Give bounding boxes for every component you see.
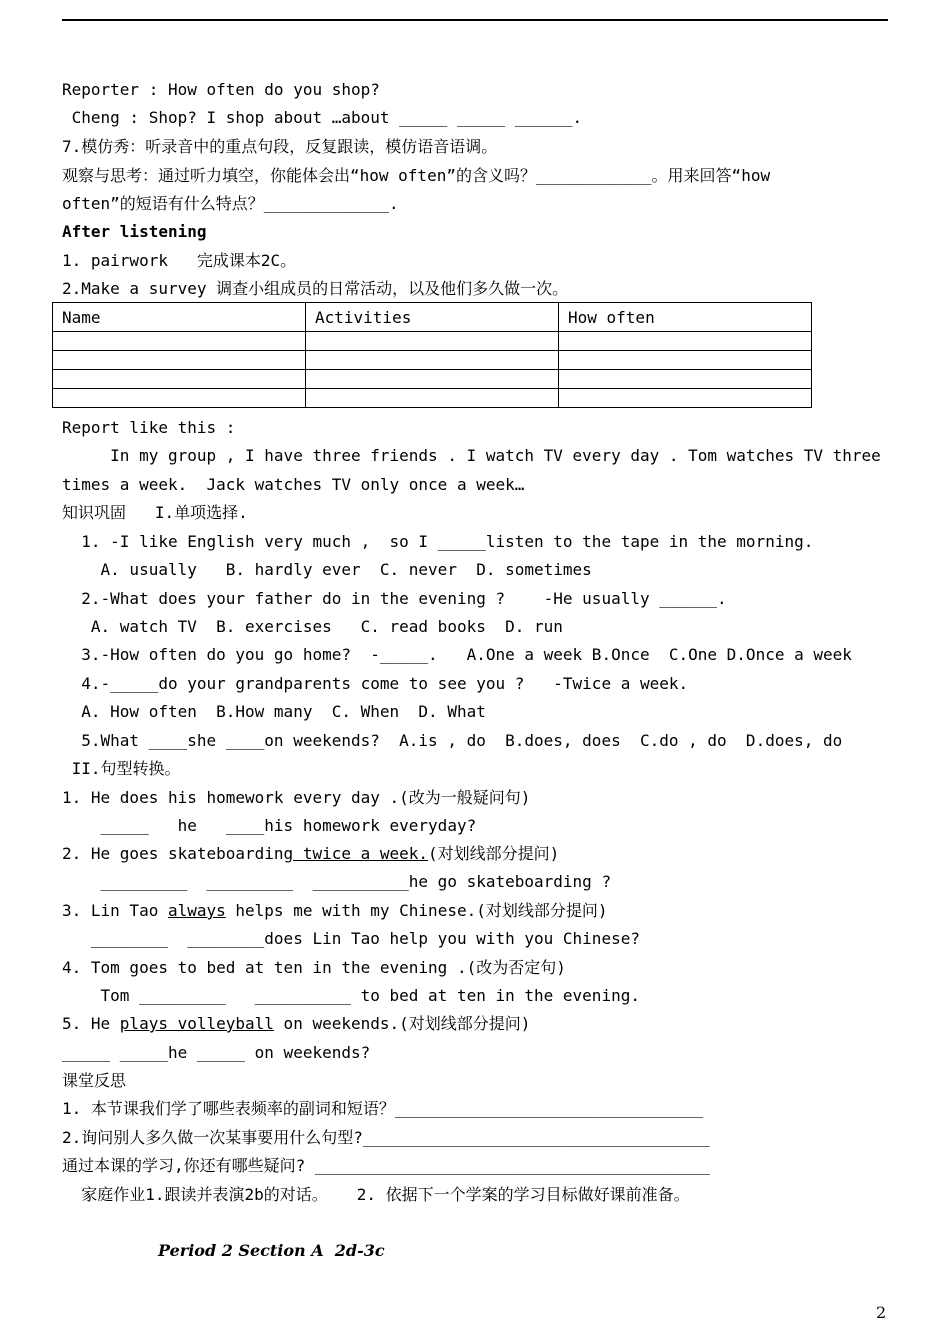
- transform-4: 4. Tom goes to bed at ten in the evening .(改为否定句): [62, 958, 566, 977]
- table-cell: [53, 370, 306, 389]
- table-cell: [53, 332, 306, 351]
- transform-1: 1. He does his homework every day .(改为一般疑问句): [62, 788, 531, 807]
- underlined-phrase: always: [167, 901, 226, 920]
- page-number: 2: [876, 1303, 887, 1322]
- reflection-question-2: 2.询问别人多久做一次某事要用什么句型?____________________________________: [62, 1128, 710, 1147]
- survey-task: 2.Make a survey 调查小组成员的日常活动，以及他们多久做一次。: [62, 279, 569, 298]
- table-cell: [53, 351, 306, 370]
- transform-2: [62, 844, 559, 864]
- reflection-question-3: 通过本课的学习,你还有哪些疑问? _________________________________________: [62, 1156, 710, 1175]
- section-heading-after-listening: After listening: [62, 222, 207, 241]
- transform-3: [62, 901, 608, 921]
- underlined-phrase: twice a week.: [293, 844, 429, 863]
- exercise-heading-transformation: II.句型转换。: [62, 759, 181, 778]
- table-row: [53, 332, 812, 351]
- question-1-options: A. usually B. hardly ever C. never D. sometimes: [62, 560, 592, 579]
- table-cell: [306, 351, 559, 370]
- table-cell: [306, 332, 559, 351]
- table-row: [53, 370, 812, 389]
- question-1: 1. -I like English very much , so I _____listen to the tape in the morning.: [62, 532, 814, 551]
- transform-5-instruction: on weekends.(对划线部分提问): [273, 1014, 531, 1033]
- transform-3-answer: ________ ________does Lin Tao help you with you Chinese?: [62, 929, 640, 948]
- table-header-activities: Activities: [306, 303, 559, 332]
- table-cell: [559, 389, 812, 408]
- observe-think-line1: 观察与思考：通过听力填空，你能体会出“how often”的含义吗？____________。用来回答“how: [62, 166, 771, 185]
- report-example-line1: In my group , I have three friends . I watch TV every day . Tom watches TV three: [62, 446, 881, 465]
- question-5: 5.What ____she ____on weekends? A.is , do B.does, does C.do , do D.does, do: [62, 731, 843, 750]
- table-cell: [306, 370, 559, 389]
- imitation-task: 7.模仿秀：听录音中的重点句段，反复跟读，模仿语音语调。: [62, 137, 498, 156]
- next-period-title: Period 2 Section A 2d-3c: [158, 1241, 385, 1260]
- transform-5-text: 5. He: [62, 1014, 120, 1033]
- dialogue-reporter: Reporter : How often do you shop?: [62, 80, 380, 99]
- question-4-options: A. How often B.How many C. When D. What: [62, 702, 486, 721]
- table-cell: [559, 351, 812, 370]
- question-4: 4.-_____do your grandparents come to see you ? -Twice a week.: [62, 674, 689, 693]
- transform-1-answer: _____ he ____his homework everyday?: [62, 816, 477, 835]
- transform-3-instruction: helps me with my Chinese.(对划线部分提问): [225, 901, 608, 920]
- table-cell: [306, 389, 559, 408]
- table-row: [53, 389, 812, 408]
- exercise-heading-multiple-choice: 知识巩固 I.单项选择.: [62, 503, 248, 522]
- header-divider: [62, 19, 888, 21]
- table-header-row: [53, 303, 812, 332]
- homework-line: 家庭作业1.跟读并表演2b的对话。 2. 依据下一个学案的学习目标做好课前准备。: [62, 1185, 690, 1204]
- pairwork-task: 1. pairwork 完成课本2C。: [62, 251, 297, 270]
- transform-4-answer: Tom _________ __________ to bed at ten in the evening.: [62, 986, 640, 1005]
- table-cell: [53, 389, 306, 408]
- survey-table: [52, 302, 812, 408]
- table-cell: [559, 370, 812, 389]
- transform-5: [62, 1014, 530, 1034]
- underlined-phrase: plays volleyball: [119, 1014, 274, 1033]
- transform-2-answer: _________ _________ __________he go skateboarding ?: [62, 872, 612, 891]
- reflection-heading: 课堂反思: [62, 1071, 127, 1090]
- observe-think-line2: often”的短语有什么特点？_____________.: [62, 194, 399, 213]
- question-3: 3.-How often do you go home? -_____. A.One a week B.Once C.One D.Once a week: [62, 645, 852, 664]
- dialogue-cheng: Cheng : Shop? I shop about …about _____ _____ ______.: [62, 108, 583, 127]
- transform-5-answer: _____ _____he _____ on weekends?: [62, 1043, 371, 1062]
- reflection-question-1: 1. 本节课我们学了哪些表频率的副词和短语？________________________________: [62, 1099, 704, 1118]
- report-example-line2: times a week. Jack watches TV only once a week…: [62, 475, 525, 494]
- question-2: 2.-What does your father do in the evening ? -He usually ______.: [62, 589, 727, 608]
- table-cell: [559, 332, 812, 351]
- table-row: [53, 351, 812, 370]
- transform-3-text: 3. Lin Tao: [62, 901, 168, 920]
- table-header-name: Name: [53, 303, 306, 332]
- question-2-options: A. watch TV B. exercises C. read books D. run: [62, 617, 563, 636]
- report-intro: Report like this :: [62, 418, 236, 437]
- transform-2-text: 2. He goes skateboarding: [62, 844, 294, 863]
- table-header-how-often: How often: [559, 303, 812, 332]
- transform-2-instruction: (对划线部分提问): [428, 844, 560, 863]
